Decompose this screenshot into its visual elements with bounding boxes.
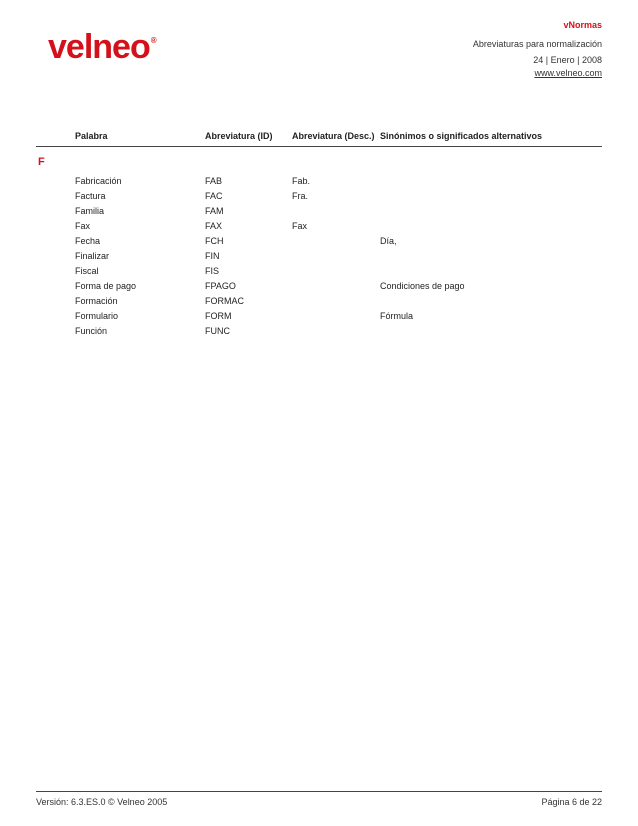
cell-abreviatura-id: FORMAC <box>205 296 244 306</box>
logo-text: velneo <box>48 28 150 66</box>
table-row <box>0 281 638 296</box>
column-header-palabra: Palabra <box>75 131 108 141</box>
cell-abreviatura-id: FCH <box>205 236 224 246</box>
logo-registered-mark: ® <box>150 36 156 45</box>
table-row <box>0 221 638 236</box>
cell-abreviatura-desc: Fab. <box>292 176 311 186</box>
column-header-abreviatura-desc: Abreviatura (Desc.) <box>292 131 375 141</box>
section-letter: F <box>38 156 45 168</box>
column-header-sinonimos: Sinónimos o significados alternativos <box>380 131 543 141</box>
table-row <box>0 176 638 191</box>
cell-palabra: Fabricación <box>75 176 122 186</box>
cell-abreviatura-id: FPAGO <box>205 281 236 291</box>
header-divider <box>36 146 602 147</box>
velneo-logo <box>48 28 156 67</box>
cell-palabra: Factura <box>75 191 106 201</box>
cell-palabra: Formación <box>75 296 118 306</box>
footer-version: Versión: 6.3.ES.0 © Velneo 2005 <box>36 797 168 807</box>
cell-abreviatura-desc: Fax <box>292 221 308 231</box>
cell-palabra: Finalizar <box>75 251 110 261</box>
table-row <box>0 191 638 206</box>
cell-palabra: Fiscal <box>75 266 99 276</box>
cell-palabra: Familia <box>75 206 105 216</box>
table-row <box>0 236 638 251</box>
footer-page-number: Página 6 de 22 <box>541 797 602 807</box>
document-date: 24 | Enero | 2008 <box>533 55 602 65</box>
table-header <box>0 131 638 145</box>
cell-abreviatura-id: FIS <box>205 266 220 276</box>
cell-abreviatura-id: FIN <box>205 251 220 261</box>
cell-sinonimos: Fórmula <box>380 311 414 321</box>
cell-palabra: Fax <box>75 221 91 231</box>
cell-palabra: Fecha <box>75 236 101 246</box>
column-header-abreviatura-id: Abreviatura (ID) <box>205 131 273 141</box>
table-row <box>0 326 638 341</box>
table-body <box>0 176 638 341</box>
cell-abreviatura-id: FAC <box>205 191 223 201</box>
cell-abreviatura-id: FORM <box>205 311 232 321</box>
cell-abreviatura-id: FAB <box>205 176 223 186</box>
table-row <box>0 311 638 326</box>
table-row <box>0 206 638 221</box>
table-row <box>0 296 638 311</box>
cell-sinonimos: Día, <box>380 236 397 246</box>
cell-abreviatura-desc: Fra. <box>292 191 309 201</box>
footer-divider <box>36 791 602 792</box>
website-link[interactable]: www.velneo.com <box>534 68 602 78</box>
cell-sinonimos: Condiciones de pago <box>380 281 465 291</box>
cell-abreviatura-id: FUNC <box>205 326 230 336</box>
cell-palabra: Función <box>75 326 108 336</box>
document-subtitle: Abreviaturas para normalización <box>472 39 602 49</box>
cell-palabra: Formulario <box>75 311 119 321</box>
cell-abreviatura-id: FAX <box>205 221 223 231</box>
table-row <box>0 266 638 281</box>
cell-abreviatura-id: FAM <box>205 206 224 216</box>
table-row <box>0 251 638 266</box>
cell-palabra: Forma de pago <box>75 281 137 291</box>
document-brand: vNormas <box>563 20 602 30</box>
